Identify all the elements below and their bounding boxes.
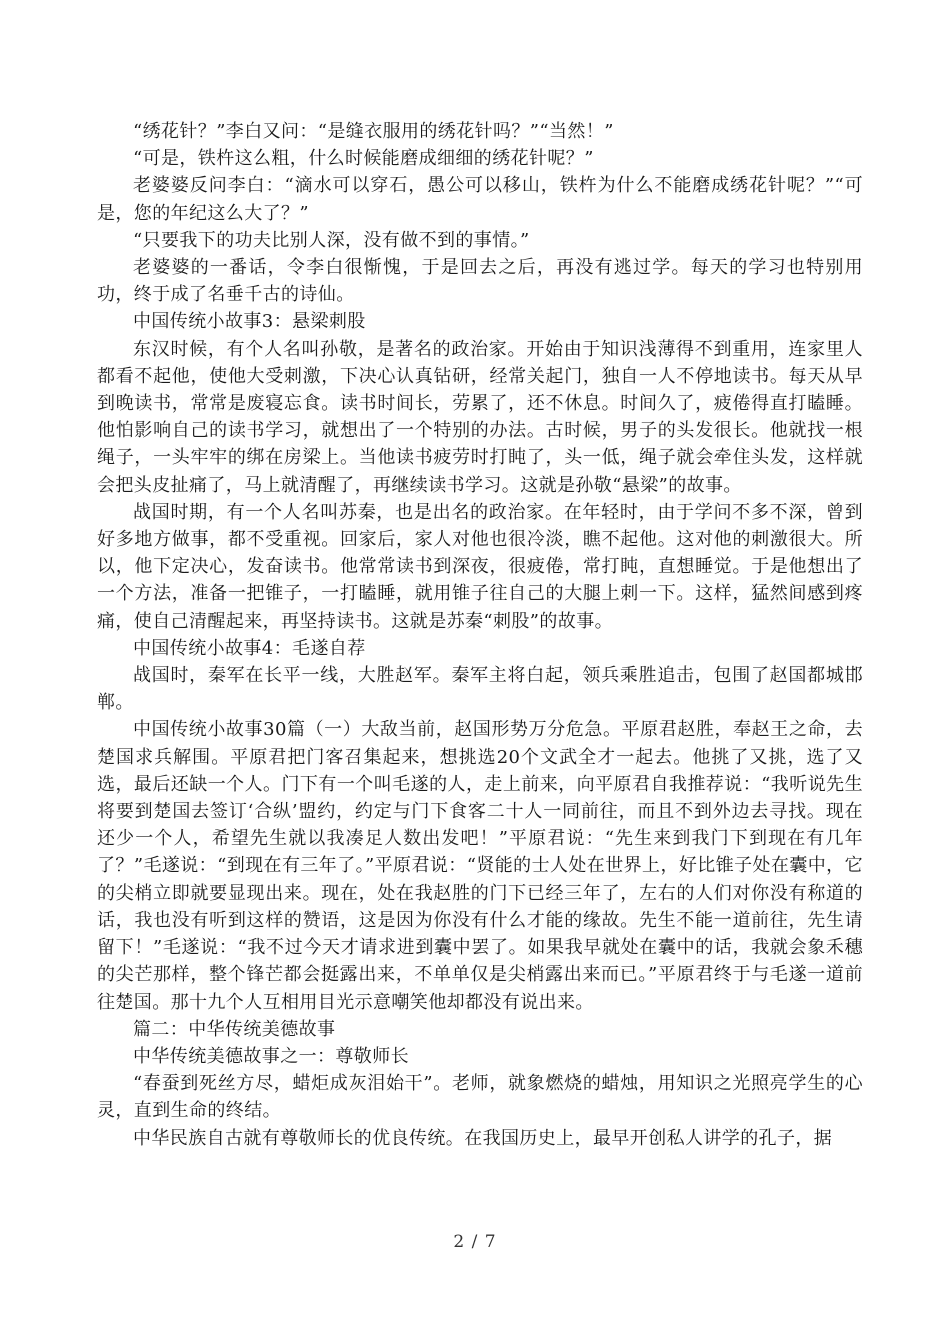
paragraph: 东汉时候，有个人名叫孙敬，是著名的政治家。开始由于知识浅薄得不到重用，连家里人都看不起他，使他大受刺激，下决心认真钻研，经常关起门，独自一人不停地读书。每天从早到晚读书，常常是废寝忘食。读书时间长，劳累了，还不休息。时间久了，疲倦得直打瞌睡。他怕影响自己的读书学习，就想出了一个特别的办法。古时候，男子的头发很长。他就找一根绳子，一头牢牢的绑在房梁上。当他读书疲劳时打盹了，头一低，绳子就会牵住头发，这样就会把头皮扯痛了，马上就清醒了，再继续读书学习。这就是孙敬“悬梁”的故事。	[97, 338, 863, 496]
page-number: 2 / 7	[453, 1232, 497, 1252]
paragraph: 中国传统小故事30篇（一）大敌当前，赵国形势万分危急。平原君赵胜，奉赵王之命，去楚国求兵解围。平原君把门客召集起来，想挑选20个文武全才一起去。他挑了又挑，选了又选，最后还缺一个人。门下有一个叫毛遂的人，走上前来，向平原君自我推荐说：“我听说先生将要到楚国去签订‘合纵’盟约，约定与门下食客二十人一同前往，而且不到外边去寻找。现在还少一个人，希望先生就以我凑足人数出发吧！”平原君说：“先生来到我门下到现在有几年了？”毛遂说：“到现在有三年了。”平原君说：“贤能的士人处在世界上，好比锥子处在囊中，它的尖梢立即就要显现出来。现在，处在我赵胜的门下已经三年了，左右的人们对你没有称道的话，我也没有听到这样的赞语，这是因为你没有什么才能的缘故。先生不能一道前往，先生请留下！”毛遂说：“我不过今天才请求进到囊中罢了。如果我早就处在囊中的话，我就会象禾穗的尖芒那样，整个锋芒都会挺露出来，不单单仅是尖梢露出来而已。”平原君终于与毛遂一道前往楚国。那十九个人互相用目光示意嘲笑他却都没有说出来。	[97, 719, 863, 1013]
paragraph: 战国时，秦军在长平一线，大胜赵军。秦军主将白起，领兵乘胜追击，包围了赵国都城邯郸。	[97, 665, 863, 714]
paragraph: 中华民族自古就有尊敬师长的优良传统。在我国历史上，最早开创私人讲学的孔子，据	[133, 1127, 833, 1149]
paragraph: 战国时期，有一个人名叫苏秦，也是出名的政治家。在年轻时，由于学问不多不深，曾到好多地方做事，都不受重视。回家后，家人对他也很冷淡，瞧不起他。这对他的刺激很大。所以，他下定决心，发奋读书。他常常读书到深夜，很疲倦，常打盹，直想睡觉。于是他想出了一个方法，准备一把锥子，一打瞌睡，就用锥子往自己的大腿上刺一下。这样，猛然间感到疼痛，使自己清醒起来，再坚持读书。这就是苏秦“刺股”的故事。	[97, 501, 863, 632]
paragraph: “可是，铁杵这么粗，什么时候能磨成细细的绣花针呢？”	[133, 148, 594, 170]
paragraph: “绣花针？”李白又问：“是缝衣服用的绣花针吗？”“当然！”	[133, 121, 614, 142]
paragraph: “春蚕到死丝方尽，蜡炬成灰泪始干”。老师，就象燃烧的蜡烛，用知识之光照亮学生的心灵，直到生命的终结。	[97, 1073, 863, 1122]
document-body	[97, 118, 863, 1152]
chapter-heading: 篇二：中华传统美德故事	[133, 1018, 336, 1040]
paragraph: 老婆婆的一番话，令李白很惭愧，于是回去之后，再没有逃过学。每天的学习也特别用功，终于成了名垂千古的诗仙。	[97, 257, 863, 306]
section-heading: 中华传统美德故事之一：尊敬师长	[133, 1045, 409, 1067]
paragraph: 老婆婆反问李白：“滴水可以穿石，愚公可以移山，铁杵为什么不能磨成绣花针呢？”“可是，您的年纪这么大了？”	[97, 175, 863, 224]
paragraph: “只要我下的功夫比别人深，没有做不到的事情。”	[133, 229, 530, 251]
section-heading: 中国传统小故事4：毛遂自荐	[133, 637, 366, 659]
section-heading: 中国传统小故事3：悬梁刺股	[133, 311, 366, 333]
